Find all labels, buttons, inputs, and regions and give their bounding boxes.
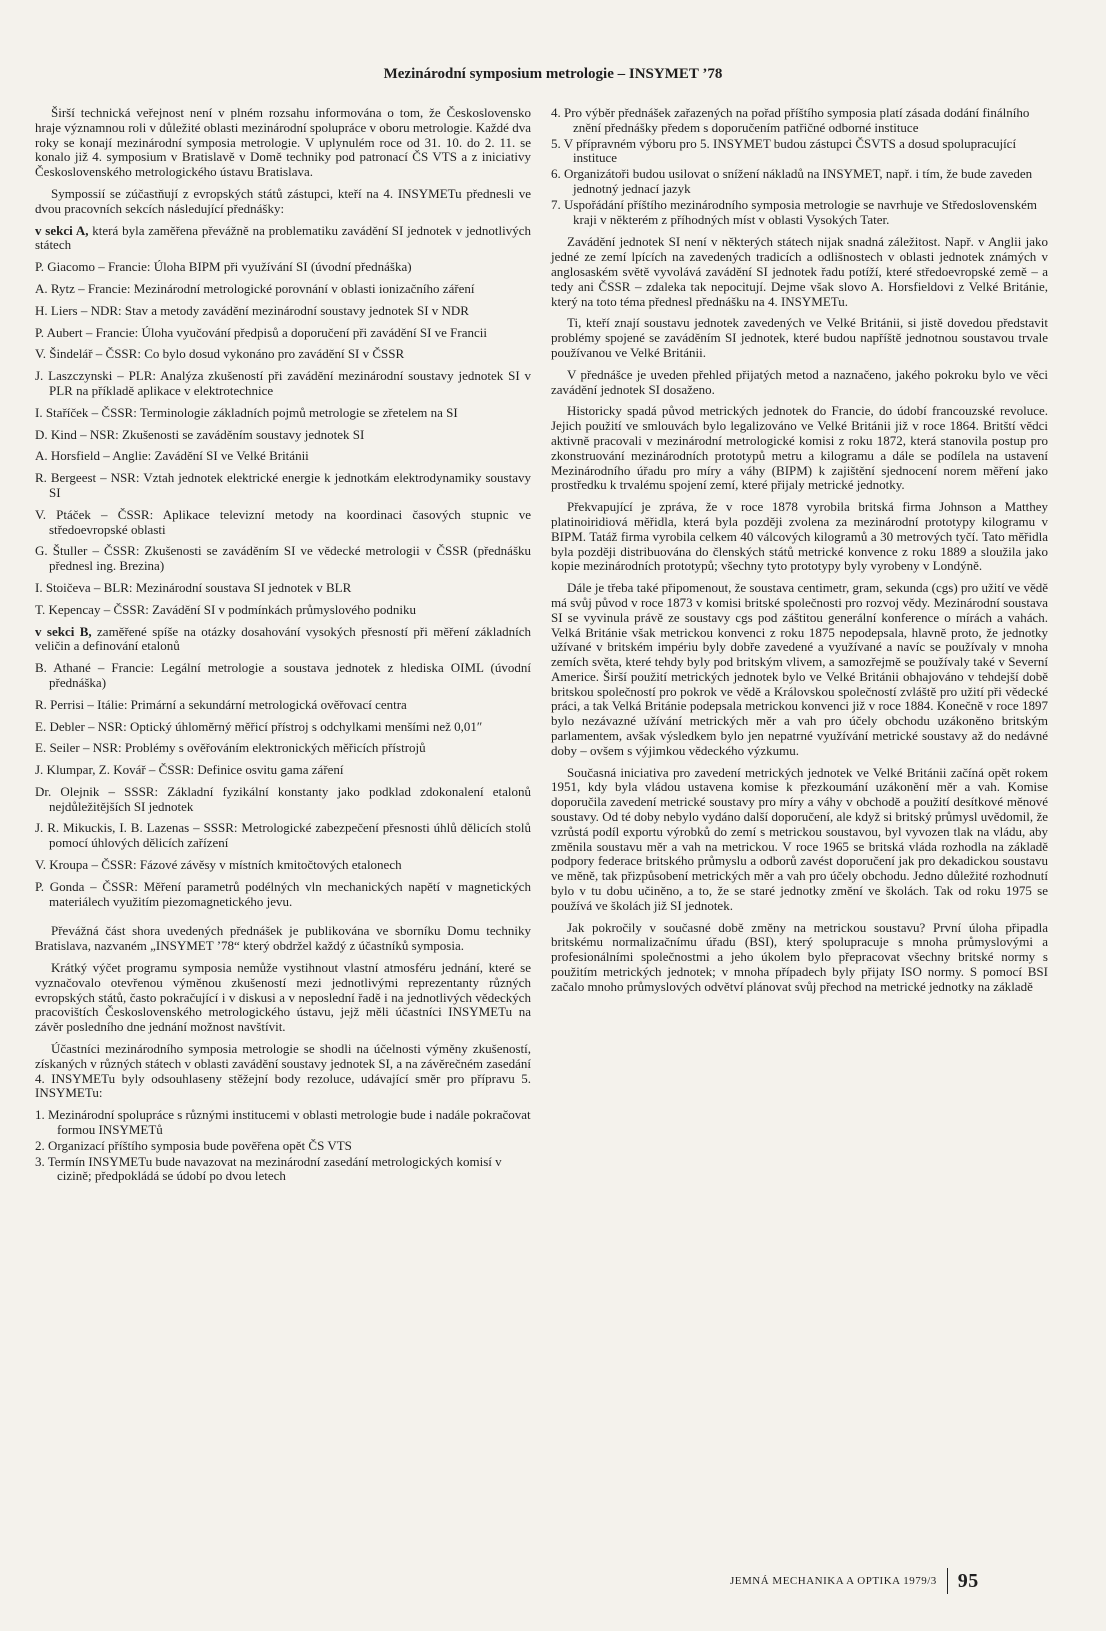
lecture-entry: G. Štuller – ČSSR: Zkušenosti se zaváděním SI ve vědecké metrologii v ČSSR (přednášku přednesl ing. Brezina) — [35, 543, 531, 574]
lecture-entry: I. Staříček – ČSSR: Terminologie základních pojmů metrologie se zřetelem na SI — [35, 404, 458, 420]
resolution-item: 1. Mezinárodní spolupráce s různými institucemi v oblasti metrologie bude i nadále pokračovat formou INSYMETů — [35, 1107, 531, 1138]
lecture-entry: I. Stoičeva – BLR: Mezinárodní soustava SI jednotek v BLR — [35, 579, 352, 595]
lecture-entry: H. Liers – NDR: Stav a metody zavádění mezinárodní soustavy jednotek SI v NDR — [35, 302, 469, 318]
lecture-entry: B. Athané – Francie: Legální metrologie a soustava jednotek z hlediska OIML (úvodní přednáška) — [35, 660, 531, 690]
lecture-entry: P. Aubert – Francie: Úloha vyučování předpisů a doporučení při zavádění SI ve Francii — [35, 324, 487, 340]
si-intro-paragraph: Zavádění jednotek SI není v některých státech nijak snadná záležitost. Např. v Anglii jako jedné ze zemí lpících na zavedených tradicích a odlišnostech v oblasti jednotek známých v anglosaském světě vyvolává zavádění SI jednotek řadu potíží, které středoevropské země – a tedy ani ČSSR – zdaleka tak nepocitují. Dejme však slovo A. Horsfieldovi z Velké Británie, který na toto téma přednesl přednášku na 4. INSYMETu. — [551, 234, 1048, 309]
section-a-text: která byla zaměřena převážně na problematiku zavádění SI jednotek v jednotlivých státech — [35, 222, 532, 253]
progress-paragraph: Jak pokročily v současné době změny na metrickou soustavu? První úloha připadla britskému normalizačnímu úřadu (BSI), který spolupracuje s mnoha průmyslovými a profesionálními společnostmi a jeho úkolem bylo přepracovat všechny britské normy s použitím metrických jednotek; v mnoha případech byly přijaty ISO normy. S pomocí BSI začalo mnoho průmyslových odvětví plánovat svůj přechod na metrické jednotky na základě — [551, 919, 1048, 994]
intro-paragraph: Širší technická veřejnost není v plném rozsahu informována o tom, že Československo hraje významnou roli v důležité oblasti mezinárodní spolupráce v oboru metrologie. Každé dva roky se konají mezinárodní symposia metrologie. V uplynulém roce od 31. 10. do 2. 11. se konalo již 4. symposium v Bratislavě v Domě techniky pod patronací ČS VTS a z iniciativy Československého metrologického ústavu Bratislava. — [35, 105, 531, 180]
lecture-entry: A. Horsfield – Anglie: Zavádění SI ve Velké Británii — [35, 448, 309, 464]
lecture-entry: E. Seiler – NSR: Problémy s ověřováním elektronických měřicích přístrojů — [35, 740, 426, 756]
section-b-heading — [35, 625, 531, 655]
lecture-entry: A. Rytz – Francie: Mezinárodní metrologické porovnání v oblasti ionizačního záření — [35, 280, 475, 296]
resolution-item: 4. Pro výběr přednášek zařazených na pořad příštího symposia platí zásada dodání finálního znění přednášky předem s doporučením patřičné odborné instituce — [551, 105, 1030, 135]
resolution-item: 6. Organizátoři budou usilovat o snížení nákladů na INSYMET, např. i tím, že bude zaveden jednotný jednací jazyk — [551, 166, 1033, 196]
lecture-entry: V. Šindelář – ČSSR: Co bylo dosud vykonáno pro zavádění SI v ČSSR — [35, 346, 405, 362]
resolutions-list-b — [551, 106, 1048, 227]
page-number: 95 — [957, 1569, 979, 1592]
lecture-entry: R. Bergeest – NSR: Vztah jednotek elektrické energie k jednotkám elektrodynamiky soustavy SI — [35, 470, 531, 500]
section-b-label: v sekci B, — [35, 623, 92, 639]
lecture-entry: P. Giacomo – Francie: Úloha BIPM při využívání SI (úvodní přednáška) — [35, 259, 412, 275]
cgs-paragraph: Dále je třeba také připomenout, že soustava centimetr, gram, sekunda (cgs) pro užití ve vědě má svůj původ v roce 1873 v komisi britské společnosti pro rozvoj vědy. Mezinárodní soustava SI se vyvinula právě ze soustavy cgs pod záštitou generální konference o mírách a vahách. Velká Británie však metrickou konvenci z roku 1875 nepodepsala, hlavně proto, že jednotky užívané v britském impériu byly dobře zavedené a využívané a navíc se používaly v mnoha zemích světa, které tehdy byly pod britským vlivem, a samozřejmě se používaly také v Severní Americe. Širší použití metrických jednotek bylo ve Velké Británii obhajováno v tehdejší době britskou společností pro pokrok ve vědě a Královskou společností zvláště pro užití při vědecké práci, a tak Velká Británie podepsala metrickou konvenci již v roce 1884. Konečně v roce 1897 bylo nezávazné užívání metrických měr a vah pro účely obchodu uzákoněno britským parlamentem, avšak výsledkem bylo jen nepatrné využívání metrické soustavy až do nedávné doby – ovšem s výjimkou vědeckého výzkumu. — [551, 580, 1048, 758]
left-column — [35, 106, 531, 1192]
lecture-paragraph: V přednášce je uveden přehled přijatých metod a naznačeno, jakého pokroku bylo ve věci zavádění jednotek SI dosaženo. — [551, 366, 1048, 397]
resolution-item: 7. Uspořádání příštího mezinárodního symposia metrologie se navrhuje ve Středoslovenském kraji v některém z příhodných míst v oblasti Vysokých Tater. — [551, 196, 1037, 227]
surprising-paragraph: Překvapující je zpráva, že v roce 1878 vyrobila britská firma Johnson a Matthey platinoiridiová měřidla, která byla později zvolena za mezinárodní prototypy kilogramu v BIPM. Tatáž firma vyrobila celkem 40 válcových kilogramů a 30 metrových tyčí. Tato měřidla byla později distribuována do členských států metrické konvence z roku 1889 a sloužila jako kopie mezinárodních prototypů; všechny tyto prototypy byly vyrobeny v Londýně. — [551, 499, 1048, 574]
those-paragraph: Ti, kteří znají soustavu jednotek zavedených ve Velké Británii, si jistě dovedou představit problémy spojené se zaváděním SI jednotek, které budou napříště jednotnou soustavou trvale používanou ve Velké Británii. — [551, 315, 1048, 360]
agreed-paragraph: Účastníci mezinárodního symposia metrologie se shodli na účelnosti výměny zkušeností, získaných v různých státech v oblasti zavádění soustavy jednotek SI, a na závěrečném zasedání 4. INSYMETu byly odsouhlaseny stěžejní body rezoluce, udávající směr pro přípravu 5. INSYMETu: — [35, 1041, 531, 1101]
lecture-entry: V. Ptáček – ČSSR: Aplikace televizní metody na koordinaci časových stupnic ve středoevropské oblasti — [35, 506, 531, 537]
lecture-entry: R. Perrisi – Itálie: Primární a sekundární metrologická ověřovací centra — [35, 696, 407, 712]
lectures-b-list — [35, 661, 531, 909]
program-paragraph: Krátký výčet programu symposia nemůže vystihnout vlastní atmosféru jednání, které se vyznačovalo otevřenou výměnou zkušeností mezi jednotlivými reprezentanty různých evropských států, často pokračující i v diskusi a v neposlední řadě i na jednotlivých vědeckých pracovištích Československého metrologického ústavu, jejž měli účastníci INSYMETu na závěr posledního dne jednání možnost navštívit. — [35, 960, 531, 1035]
section-a-heading — [35, 224, 531, 254]
lecture-entry: P. Gonda – ČSSR: Měření parametrů podélných vln mechanických napětí v magnetických materiálech využitím piezomagnetického jevu. — [35, 878, 531, 909]
lecture-entry: V. Kroupa – ČSSR: Fázové závěsy v místních kmitočtových etalonech — [35, 857, 402, 873]
right-column — [551, 106, 1048, 1002]
resolutions-list-a — [35, 1108, 531, 1184]
lecture-entry: J. R. Mikuckis, I. B. Lazenas – SSSR: Metrologické zabezpečení přesnosti úhlů dělicích stolů pomocí úhlových dělicích zařízení — [35, 820, 531, 851]
section-a-label: v sekci A, — [35, 222, 89, 238]
lecture-entry: J. Klumpar, Z. Kovář – ČSSR: Definice osvitu gama záření — [35, 762, 344, 778]
lecture-entry: E. Debler – NSR: Optický úhloměrný měřicí přístroj s odchylkami menšími než 0,01″ — [35, 718, 483, 734]
resolution-item: 5. V přípravném výboru pro 5. INSYMET budou zástupci ČSVTS a dosud spolupracující instituce — [551, 135, 1017, 166]
footer-divider — [947, 1568, 948, 1594]
participants-paragraph: Sympossií se zúčastňují z evropských států zástupci, kteří na 4. INSYMETu přednesli ve dvou pracovních sekcích následující přednášky: — [35, 185, 531, 216]
resolution-item: 2. Organizací příštího symposia bude pověřena opět ČS VTS — [35, 1137, 352, 1153]
lecture-entry: J. Laszczynski – PLR: Analýza zkušeností při zavádění mezinárodní soustavy jednotek SI v PLR na příkladě aplikace v elektrotechnice — [35, 368, 531, 398]
lectures-a-list — [35, 260, 531, 617]
journal-name: JEMNÁ MECHANIKA A OPTIKA 1979/3 — [730, 1575, 937, 1587]
lecture-entry: Dr. Olejnik – SSSR: Základní fyzikální konstanty jako podklad zdokonalení etalonů nejdůležitějších SI jednotek — [35, 783, 531, 814]
history-paragraph: Historicky spadá původ metrických jednotek do Francie, do údobí francouzské revoluce. Jejich použití ve smlouvách bylo legalizováno ve Velké Británii již v roce 1864. Britští vědci aktivně pracovali v mezinárodní metrologické komisi z roku 1872, která stanovila postup pro zkonstruování mezinárodních prototypů metru a kilogramu a dále se podílela na ustavení Mezinárodního úřadu pro míry a váhy (BIPM) k zajištění sjednocení norem měření jako prostředku k trvalému spojení zemí, které přijaly metrické jednotky. — [551, 403, 1048, 493]
initiative-paragraph: Současná iniciativa pro zavedení metrických jednotek ve Velké Británii začíná opět rokem 1951, kdy byla vládou ustavena komise k přezkoumání uzákonění měr a vah. Komise doporučila zavedení metrické soustavy pro míry a váhy v obchodě a použití desítkové měnové soustavy. Od té doby nebylo vydáno další doporučení, ale když si britský průmysl uvědomil, že vzrůstá podíl exportu výrobků do zemí s metrickou soustavou, byl vyvozen tlak na vládu, aby změnila soustavu měr a vah na metrickou. V roce 1965 se britská vláda rozhodla na základě podpory federace britského průmyslu a odborů zavést doporučení jak pro dekadickou soustavu ve měně, tak přizpůsobení metrických měr a vah pro účely obchodu. Jedno důležité rozhodnutí bylo v tu dobu učiněno, a to, že se staré jednotky změní ve školách. Tak od roku 1975 se používá ve školách již SI jednotek. — [551, 764, 1048, 913]
section-b-text: zaměřené spíše na otázky dosahování vysokých přesností při měření základních veličin a definování etalonů — [35, 623, 532, 654]
page-title: Mezinárodní symposium metrologie – INSYMET ’78 — [383, 66, 723, 82]
published-paragraph: Převážná část shora uvedených přednášek je publikována ve sborníku Domu techniky Bratislava, nazvaném „INSYMET ’78“ který obdržel každý z účastníků symposia. — [35, 923, 531, 954]
lecture-entry: T. Kepencay – ČSSR: Zavádění SI v podmínkách průmyslového podniku — [35, 601, 417, 617]
resolution-item: 3. Termín INSYMETu bude navazovat na mezinárodní zasedání metrologických komisí v cizině; předpokládá se údobí po dvou letech — [35, 1153, 502, 1184]
lecture-entry: D. Kind – NSR: Zkušenosti se zaváděním soustavy jednotek SI — [35, 426, 365, 442]
page-footer — [730, 1568, 1060, 1594]
